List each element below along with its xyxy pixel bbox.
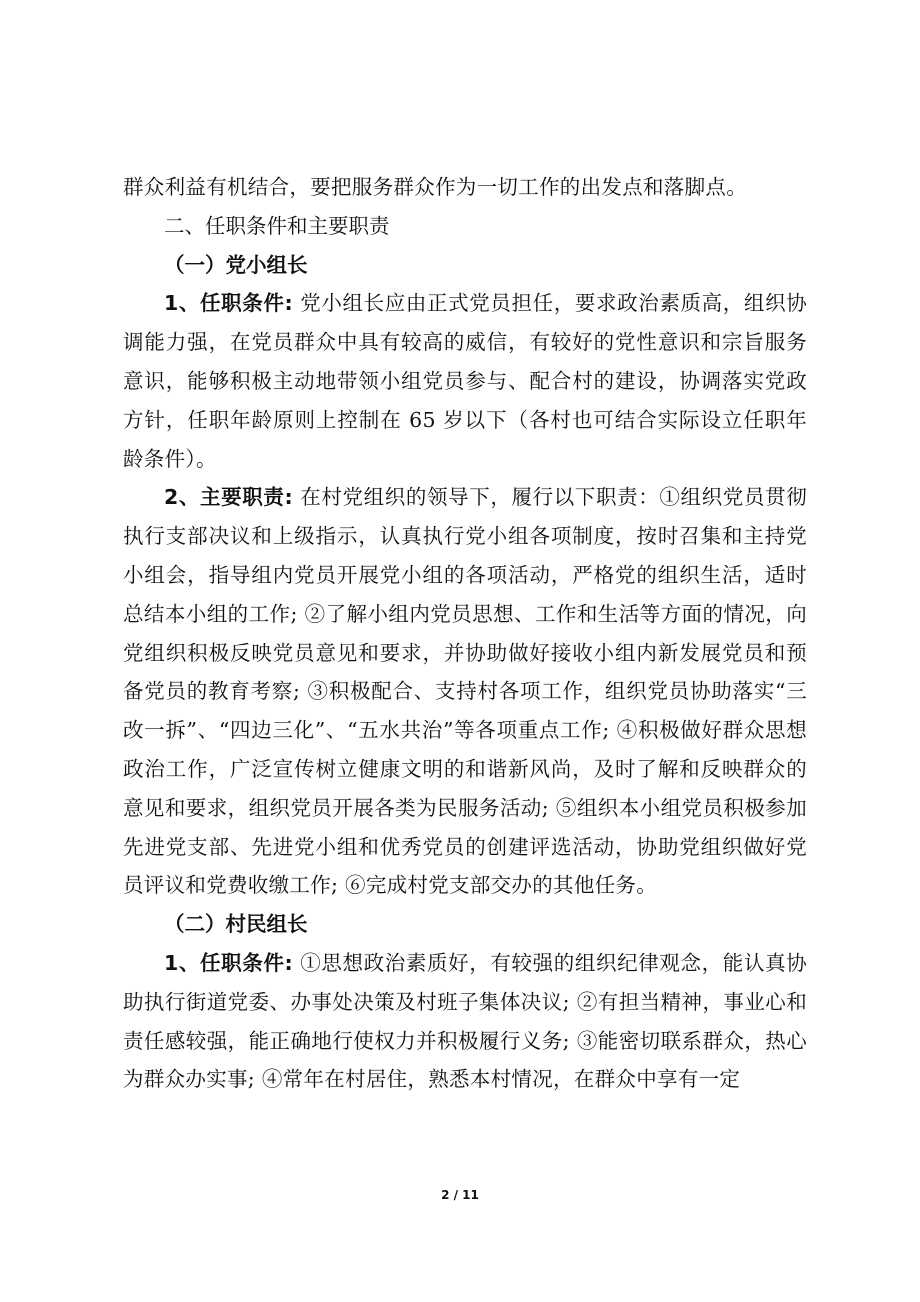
paragraph-lead: 1、任职条件:: [164, 950, 294, 975]
subsection-heading-villager-group-leader: （二）村民组长: [164, 912, 308, 937]
paragraph-text: 党小组长应由正式党员担任，要求政治素质高，组织协调能力强，在党员群众中具有较高的威信，有较好的党性意识和宗旨服务意识，能够积极主动地带领小组党员参与、配合村的建设，协调落实党政方针，任职年龄原则上控制在 65 岁以下（各村也可结合实际设立任职年龄条件）。: [123, 291, 807, 471]
subsection-heading-party-group-leader: （一）党小组长: [164, 252, 308, 277]
section-heading: 二、任职条件和主要职责: [164, 213, 390, 238]
paragraph-duties: [123, 478, 807, 905]
paragraph-lead: 1、任职条件:: [164, 291, 294, 316]
paragraph-lead: 2、主要职责:: [164, 485, 294, 510]
paragraph-villager-qualifications: [123, 944, 807, 1099]
paragraph-text: ①思想政治素质好，有较强的组织纪律观念，能认真协助执行街道党委、办事处决策及村班子集体决议; ②有担当精神，事业心和责任感较强，能正确地行使权力并积极履行义务; ③能密切联系群众，热心为群众办实事; ④常年在村居住，熟悉本村情况，在群众中享有一定: [123, 950, 807, 1092]
paragraph-continued: 群众利益有机结合，要把服务群众作为一切工作的出发点和落脚点。: [123, 175, 747, 199]
paragraph-qualifications: [123, 284, 807, 478]
document-body: [123, 168, 807, 1099]
paragraph-text: 在村党组织的领导下，履行以下职责：①组织党员贯彻执行支部决议和上级指示，认真执行党小组各项制度，按时召集和主持党小组会，指导组内党员开展党小组的各项活动，严格党的组织生活，适时总结本小组的工作; ②了解小组内党员思想、工作和生活等方面的情况，向党组织积极反映党员意见和要求，并协助做好接收小组内新发展党员和预备党员的教育考察; ③积极配合、支持村各项工作，组织党员协助落实“三改一拆”、“四边三化”、“五水共治”等各项重点工作; ④积极做好群众思想政治工作，广泛宣传树立健康文明的和谐新风尚，及时了解和反映群众的意见和要求，组织党员开展各类为民服务活动; ⑤组织本小组党员积极参加先进党支部、先进党小组和优秀党员的创建评选活动，协助党组织做好党员评议和党费收缴工作; ⑥完成村党支部交办的其他任务。: [123, 485, 807, 898]
page-number: 2 / 11: [441, 1188, 479, 1202]
